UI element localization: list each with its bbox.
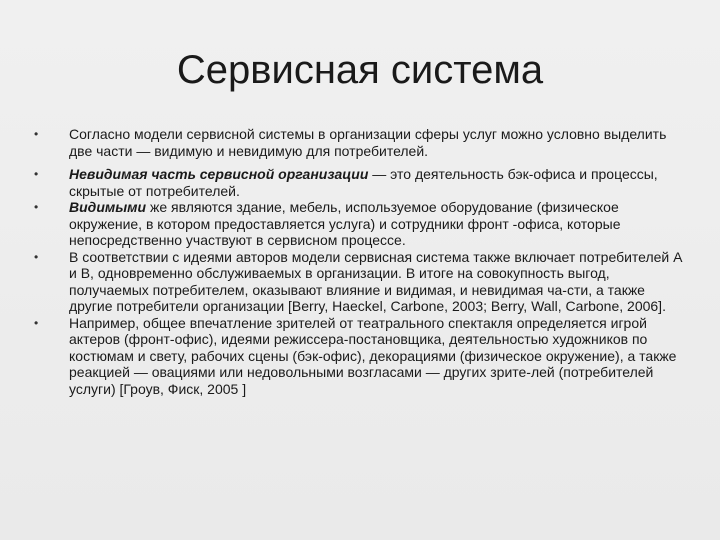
bullet-text: же являются здание, мебель, используемое оборудование (физическое окружение, в котором предоставляется услуга) и сотрудники фронт -офиса, которые непосредственно участвуют в сервисном процессе. [69, 199, 621, 248]
bullet-emphasis: Видимыми [69, 199, 147, 215]
bullet-item-1 [34, 126, 684, 159]
bullet-text: В соответствии с идеями авторов модели сервисная система также включает потребителей А и В, одновременно обслуживаемых в организации. В итоге на совокупность выгод, получаемых потребителем, оказывают влияние и видимая, и невидимая ча-сти, а также другие потребители организации [Berry, Haeckel, Carbone, 2003; Berry, Wall, Carbone, 2006]. [69, 248, 683, 314]
bullet-item-4 [34, 249, 684, 315]
bullet-dot-icon: • [34, 167, 39, 181]
bullet-list [34, 126, 684, 397]
bullet-item-2 [34, 166, 684, 199]
bullet-text: Например, общее впечатление зрителей от театрального спектакля определяется игрой актеров (фронт-офис), идеями режиссера-постановщика, деятельностью художников по костюмам и свету, рабочих сцены (бэк-офис), декорациями (физическое окружение), а также реакцией — овациями или недовольными возгласами — других зрите-лей (потребителей услуги) [Гроув, Фиск, 2005 ] [69, 314, 677, 397]
bullet-emphasis: Невидимая часть сервисной организации [69, 166, 369, 182]
bullet-dot-icon: • [34, 315, 39, 330]
bullet-text: — это деятельность бэк-офиса и процессы, скрытые от потребителей. [69, 166, 658, 199]
bullet-item-5 [34, 315, 684, 398]
slide-title: Сервисная система [176, 48, 544, 92]
bullet-item-3 [34, 199, 684, 249]
bullet-dot-icon: • [34, 249, 39, 264]
bullet-dot-icon: • [34, 127, 39, 141]
bullet-dot-icon: • [34, 200, 39, 214]
bullet-text: Согласно модели сервисной системы в организации сферы услуг можно условно выделить две части — видимую и невидимую для потребителей. [69, 126, 667, 159]
